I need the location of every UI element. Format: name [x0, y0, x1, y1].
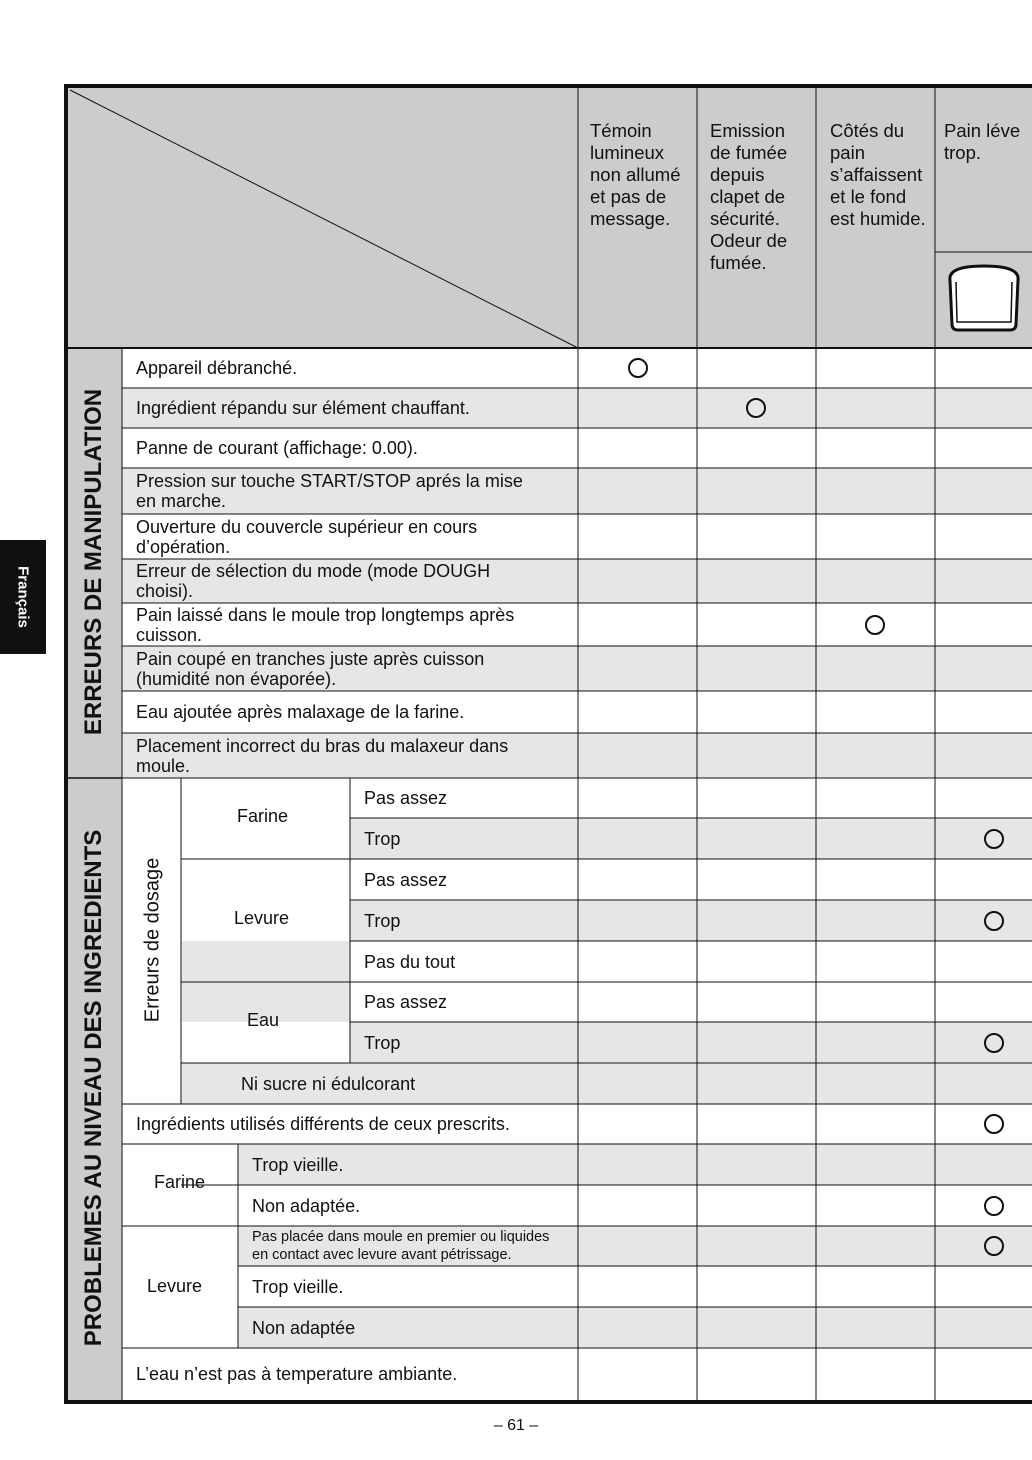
- section-label-manipulation: ERREURS DE MANIPULATION: [80, 388, 107, 736]
- row-label-22: Pas placée dans moule en premier ou liquides en contact avec levure avant pétrissage.: [252, 1229, 550, 1263]
- column-header-2: Emission de fumée depuis clapet de sécurité. Odeur de fumée.: [710, 120, 788, 273]
- row-label-8: Pain coupé en tranches juste après cuisson (humidité non évaporée).: [136, 648, 485, 689]
- group-label-1: Farine: [237, 806, 289, 826]
- language-tab-label: Français: [14, 566, 32, 628]
- row-label-17: Trop: [364, 1032, 401, 1053]
- row-label-11: Pas assez: [364, 788, 448, 808]
- mark-circle-row12-col4: [984, 829, 1004, 849]
- mark-circle-row17-col4: [984, 1033, 1004, 1053]
- row-label-9: Eau ajoutée après malaxage de la farine.: [136, 702, 465, 722]
- row-label-25: L’eau n’est pas à temperature ambiante.: [136, 1364, 458, 1384]
- row-label-5: Ouverture du couvercle supérieur en cours d’opération.: [136, 516, 478, 557]
- mark-circle-row21-col4: [984, 1196, 1004, 1216]
- troubleshooting-table: [64, 84, 1032, 1404]
- row-label-21: Non adaptée.: [252, 1195, 361, 1216]
- row-label-3: Panne de courant (affichage: 0.00).: [136, 438, 418, 458]
- group-label-5: Levure: [147, 1276, 203, 1296]
- row-label-20: Trop vieille.: [252, 1154, 344, 1175]
- row-label-16: Pas assez: [364, 992, 448, 1012]
- row-label-18: Ni sucre ni édulcorant: [241, 1073, 416, 1094]
- row-label-23: Trop vieille.: [252, 1276, 344, 1297]
- group-label-4: Farine: [154, 1172, 206, 1192]
- row-label-19: Ingrédients utilisés différents de ceux prescrits.: [136, 1114, 510, 1134]
- page-number: – 61 –: [493, 1417, 539, 1434]
- mark-circle-row2-col2: [746, 398, 766, 418]
- column-header-1: Témoin lumineux non allumé et pas de message.: [590, 120, 681, 229]
- group-label-2: Levure: [234, 908, 290, 928]
- column-header-4: Pain léve trop.: [944, 120, 1021, 163]
- row-label-2: Ingrédient répandu sur élément chauffant.: [136, 398, 470, 418]
- row-label-15: Pas du tout: [364, 951, 456, 972]
- mark-circle-row22-col4: [984, 1236, 1004, 1256]
- row-label-13: Pas assez: [364, 869, 448, 890]
- group-label-3: Eau: [247, 1010, 280, 1030]
- row-label-14: Trop: [364, 910, 401, 931]
- mark-circle-row1-col1: [628, 358, 648, 378]
- row-label-6: Erreur de sélection du mode (mode DOUGH choisi).: [136, 561, 491, 601]
- row-label-10: Placement incorrect du bras du malaxeur dans moule.: [136, 735, 509, 776]
- row-label-7: Pain laissé dans le moule trop longtemps après cuisson.: [136, 604, 515, 645]
- section-label-ingredients: PROBLEMES AU NIVEAU DES INGREDIENTS: [80, 829, 107, 1347]
- column-header-3: Côtés du pain s’affaissent et le fond est humide.: [830, 120, 926, 229]
- row-label-12: Trop: [364, 828, 401, 849]
- dosage-errors-label: Erreurs de dosage: [141, 857, 164, 1023]
- row-label-4: Pression sur touche START/STOP aprés la mise en marche.: [136, 471, 523, 511]
- mark-circle-row7-col3: [865, 615, 885, 635]
- mark-circle-row19-col4: [984, 1114, 1004, 1134]
- mark-circle-row14-col4: [984, 911, 1004, 931]
- row-label-1: Appareil débranché.: [136, 358, 298, 378]
- row-label-24: Non adaptée: [252, 1317, 356, 1338]
